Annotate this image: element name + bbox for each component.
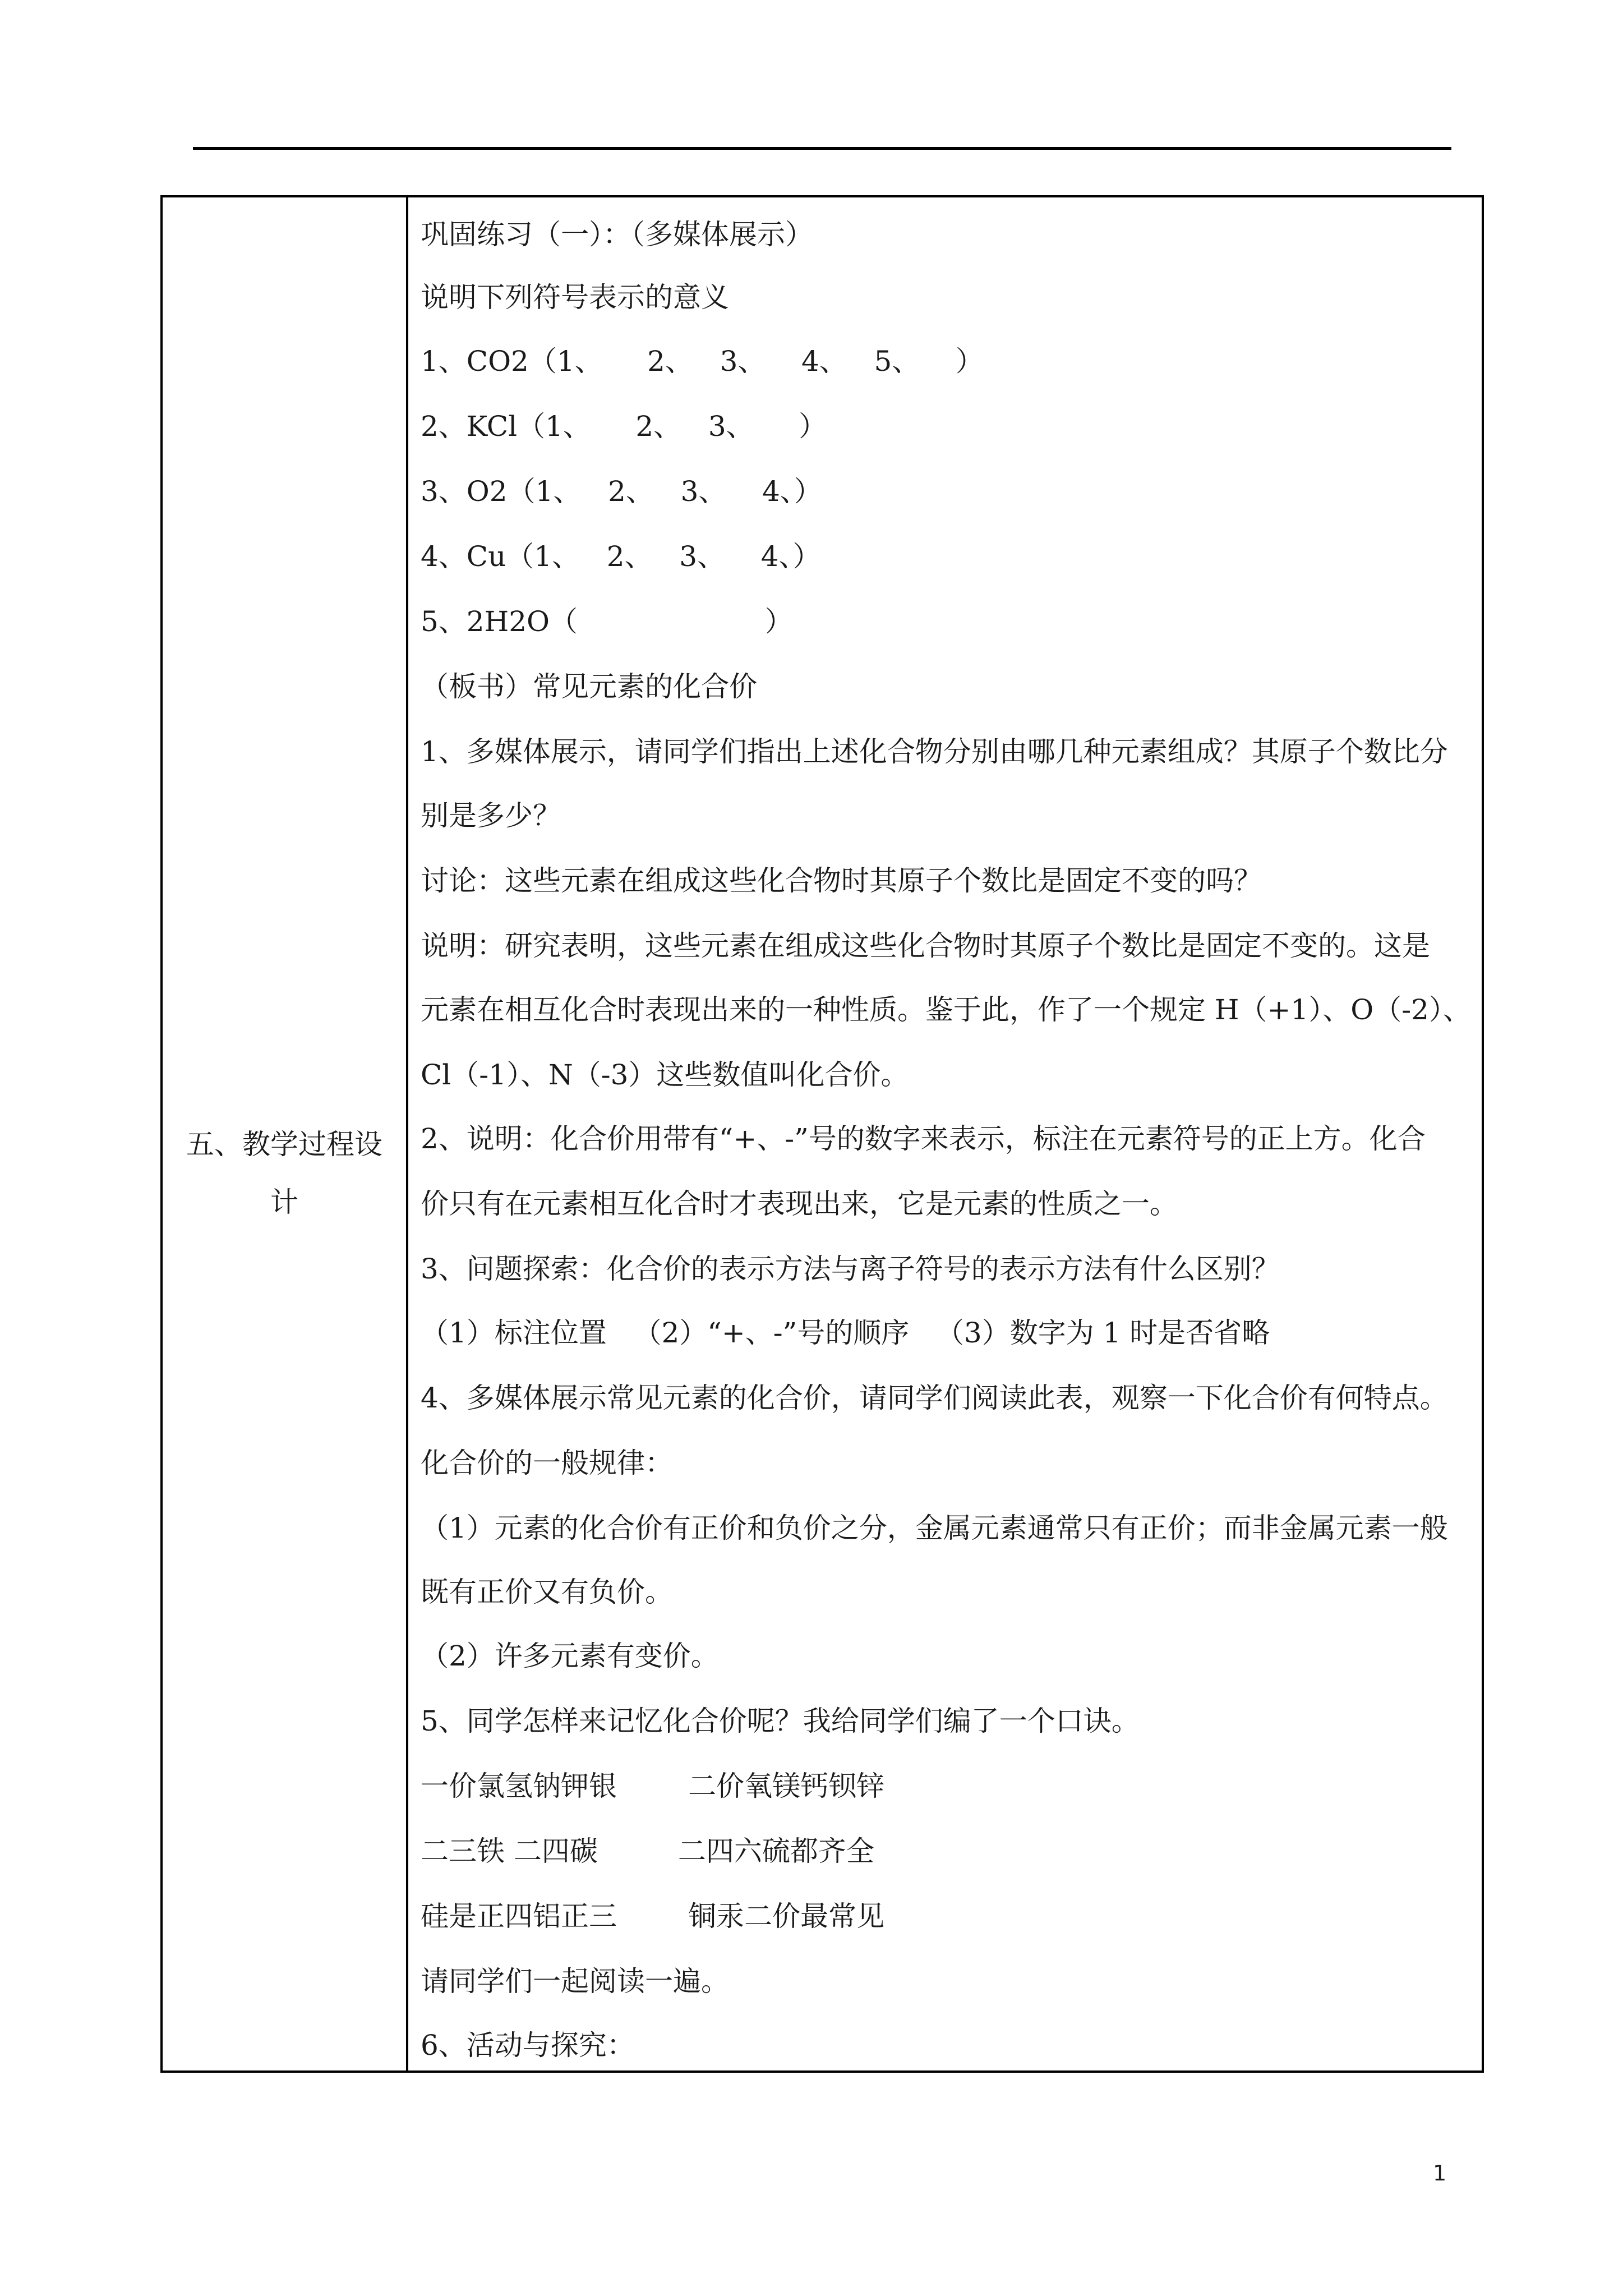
content-line-23: （2）许多元素有变价。 <box>421 1640 719 1672</box>
header-rule <box>193 147 1451 150</box>
content-line-28: 请同学们一起阅读一遍。 <box>421 1965 729 1998</box>
content-line-19: 4、多媒体展示常见元素的化合价，请同学们阅读此表，观察一下化合价有何特点。 <box>421 1382 1448 1414</box>
lesson-table <box>160 195 1484 2073</box>
content-line-15: 2、说明：化合价用带有“+、-”号的数字来表示，标注在元素符号的正上方。化合 <box>421 1122 1426 1155</box>
content-line-6: 4、Cu（1、 2、 3、 4、） <box>421 540 821 573</box>
content-line-22: 既有正价又有负价。 <box>421 1576 673 1608</box>
content-line-24: 5、同学怎样来记忆化合价呢？我给同学们编了一个口诀。 <box>421 1705 1140 1737</box>
content-line-1: 巩固练习（一）：（多媒体展示） <box>421 218 813 251</box>
content-line-4: 2、KCl（1、 2、 3、 ） <box>421 410 827 443</box>
content-line-12: 说明：研究表明，这些元素在组成这些化合物时其原子个数比是固定不变的。这是 <box>421 930 1430 962</box>
content-line-25: 一价氯氢钠钾银 二价氧镁钙钡锌 <box>421 1770 885 1802</box>
page-number: 1 <box>1433 2161 1447 2185</box>
content-line-10: 别是多少？ <box>421 799 561 832</box>
content-line-14: Cl（-1）、N（-3）这些数值叫化合价。 <box>421 1059 909 1091</box>
content-line-27: 硅是正四铝正三 铜汞二价最常见 <box>421 1900 885 1932</box>
content-line-8: （板书）常见元素的化合价 <box>421 670 757 703</box>
section-label-line-1: 五、教学过程设 <box>186 1128 382 1161</box>
content-line-3: 1、CO2（1、 2、 3、 4、 5、 ） <box>421 345 984 378</box>
content-line-7: 5、2H2O（ ） <box>421 605 793 638</box>
content-line-17: 3、问题探索：化合价的表示方法与离子符号的表示方法有什么区别？ <box>421 1253 1280 1285</box>
column-divider <box>406 197 408 2070</box>
content-line-20: 化合价的一般规律： <box>421 1447 673 1479</box>
section-label-cell <box>163 1116 406 1231</box>
section-label-line-2: 计 <box>270 1186 298 1218</box>
content-line-5: 3、O2（1、 2、 3、 4、） <box>421 475 822 508</box>
content-line-13: 元素在相互化合时表现出来的一种性质。鉴于此，作了一个规定 H（+1）、O（-2）、 <box>421 993 1471 1026</box>
content-line-26: 二三铁 二四碳 二四六硫都齐全 <box>421 1835 874 1867</box>
content-line-21: （1）元素的化合价有正价和负价之分，金属元素通常只有正价；而非金属元素一般 <box>421 1512 1448 1544</box>
content-line-16: 价只有在元素相互化合时才表现出来，它是元素的性质之一。 <box>421 1188 1178 1220</box>
content-line-9: 1、多媒体展示，请同学们指出上述化合物分别由哪几种元素组成？其原子个数比分 <box>421 735 1448 768</box>
content-line-11: 讨论：这些元素在组成这些化合物时其原子个数比是固定不变的吗？ <box>421 864 1262 897</box>
content-line-29: 6、活动与探究： <box>421 2029 635 2062</box>
content-line-18: （1）标注位置 （2）“+、-”号的顺序 （3）数字为 1 时是否省略 <box>421 1317 1270 1349</box>
content-line-2: 说明下列符号表示的意义 <box>421 281 729 314</box>
